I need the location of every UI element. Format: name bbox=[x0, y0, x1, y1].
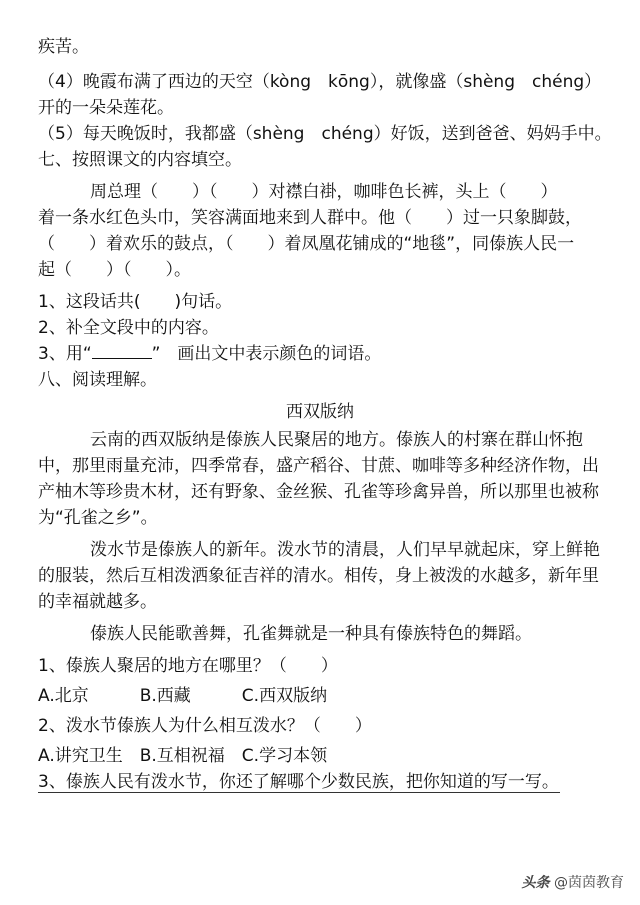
text-line: 开的一朵朵莲花。 bbox=[38, 98, 174, 118]
passage-line: 的幸福就越多。 bbox=[38, 592, 157, 612]
question-line: 1、傣族人聚居的地方在哪里？（ ） bbox=[38, 656, 338, 676]
watermark bbox=[522, 872, 624, 892]
question-line: 2、补全文段中的内容。 bbox=[38, 318, 219, 338]
passage-line: 中，那里雨量充沛，四季常春，盛产稻谷、甘蔗、咖啡等多种经济作物，出 bbox=[38, 456, 599, 476]
passage-title: 西双版纳 bbox=[286, 402, 354, 422]
question-text: 3、用“ bbox=[38, 344, 92, 364]
text-line: （ ）着欢乐的鼓点，（ ）着凤凰花铺成的“地毯”，同傣族人民一 bbox=[38, 234, 575, 254]
text-line: 着一条水红色头巾，笑容满面地来到人群中。他（ ）过一只象脚鼓， bbox=[38, 208, 582, 228]
blank-underline bbox=[92, 346, 152, 359]
passage-line: 的服装，然后互相泼洒象征吉祥的清水。相传，身上被泼的水越多，新年里 bbox=[38, 566, 599, 586]
question-line: 2、泼水节傣族人为什么相互泼水？（ ） bbox=[38, 716, 372, 736]
text-line: 起（ ）（ ）。 bbox=[38, 260, 191, 280]
watermark-handle: @茵茵教育 bbox=[554, 875, 624, 891]
text-line: （4）晚霞布满了西边的天空（kòng kōng），就像盛（shèng chéng） bbox=[38, 72, 602, 92]
passage-line: 云南的西双版纳是傣族人民聚居的地方。傣族人的村寨在群山怀抱 bbox=[90, 430, 583, 450]
text-line: （5）每天晚饭时，我都盛（shèng chéng）好饭，送到爸爸、妈妈手中。 bbox=[38, 124, 612, 144]
question-line bbox=[38, 342, 616, 366]
question-text: ” 画出文中表示颜色的词语。 bbox=[151, 344, 382, 364]
choice-line: A.北京 B.西藏 C.西双版纳 bbox=[38, 686, 328, 706]
text-line: 周总理（ ）（ ）对襟白褂，咖啡色长裤，头上（ ） bbox=[90, 182, 558, 202]
watermark-logo: 头条 bbox=[521, 875, 550, 891]
passage-line: 傣族人民能歌善舞，孔雀舞就是一种具有傣族特色的舞蹈。 bbox=[90, 624, 532, 644]
question-line: 3、傣族人民有泼水节，你还了解哪个少数民族，把你知道的写一写。 bbox=[38, 772, 559, 792]
section-heading: 八、阅读理解。 bbox=[38, 370, 157, 390]
choice-line: A.讲究卫生 B.互相祝福 C.学习本领 bbox=[38, 746, 328, 766]
answer-line bbox=[38, 792, 560, 793]
passage-line: 为“孔雀之乡”。 bbox=[38, 508, 158, 528]
section-heading: 七、按照课文的内容填空。 bbox=[38, 150, 242, 170]
question-line: 1、这段话共( )句话。 bbox=[38, 292, 233, 312]
text-line: 疾苦。 bbox=[38, 37, 89, 57]
passage-line: 泼水节是傣族人的新年。泼水节的清晨，人们早早就起床，穿上鲜艳 bbox=[90, 540, 600, 560]
passage-line: 产柚木等珍贵木材，还有野象、金丝猴、孔雀等珍禽异兽，所以那里也被称 bbox=[38, 482, 599, 502]
